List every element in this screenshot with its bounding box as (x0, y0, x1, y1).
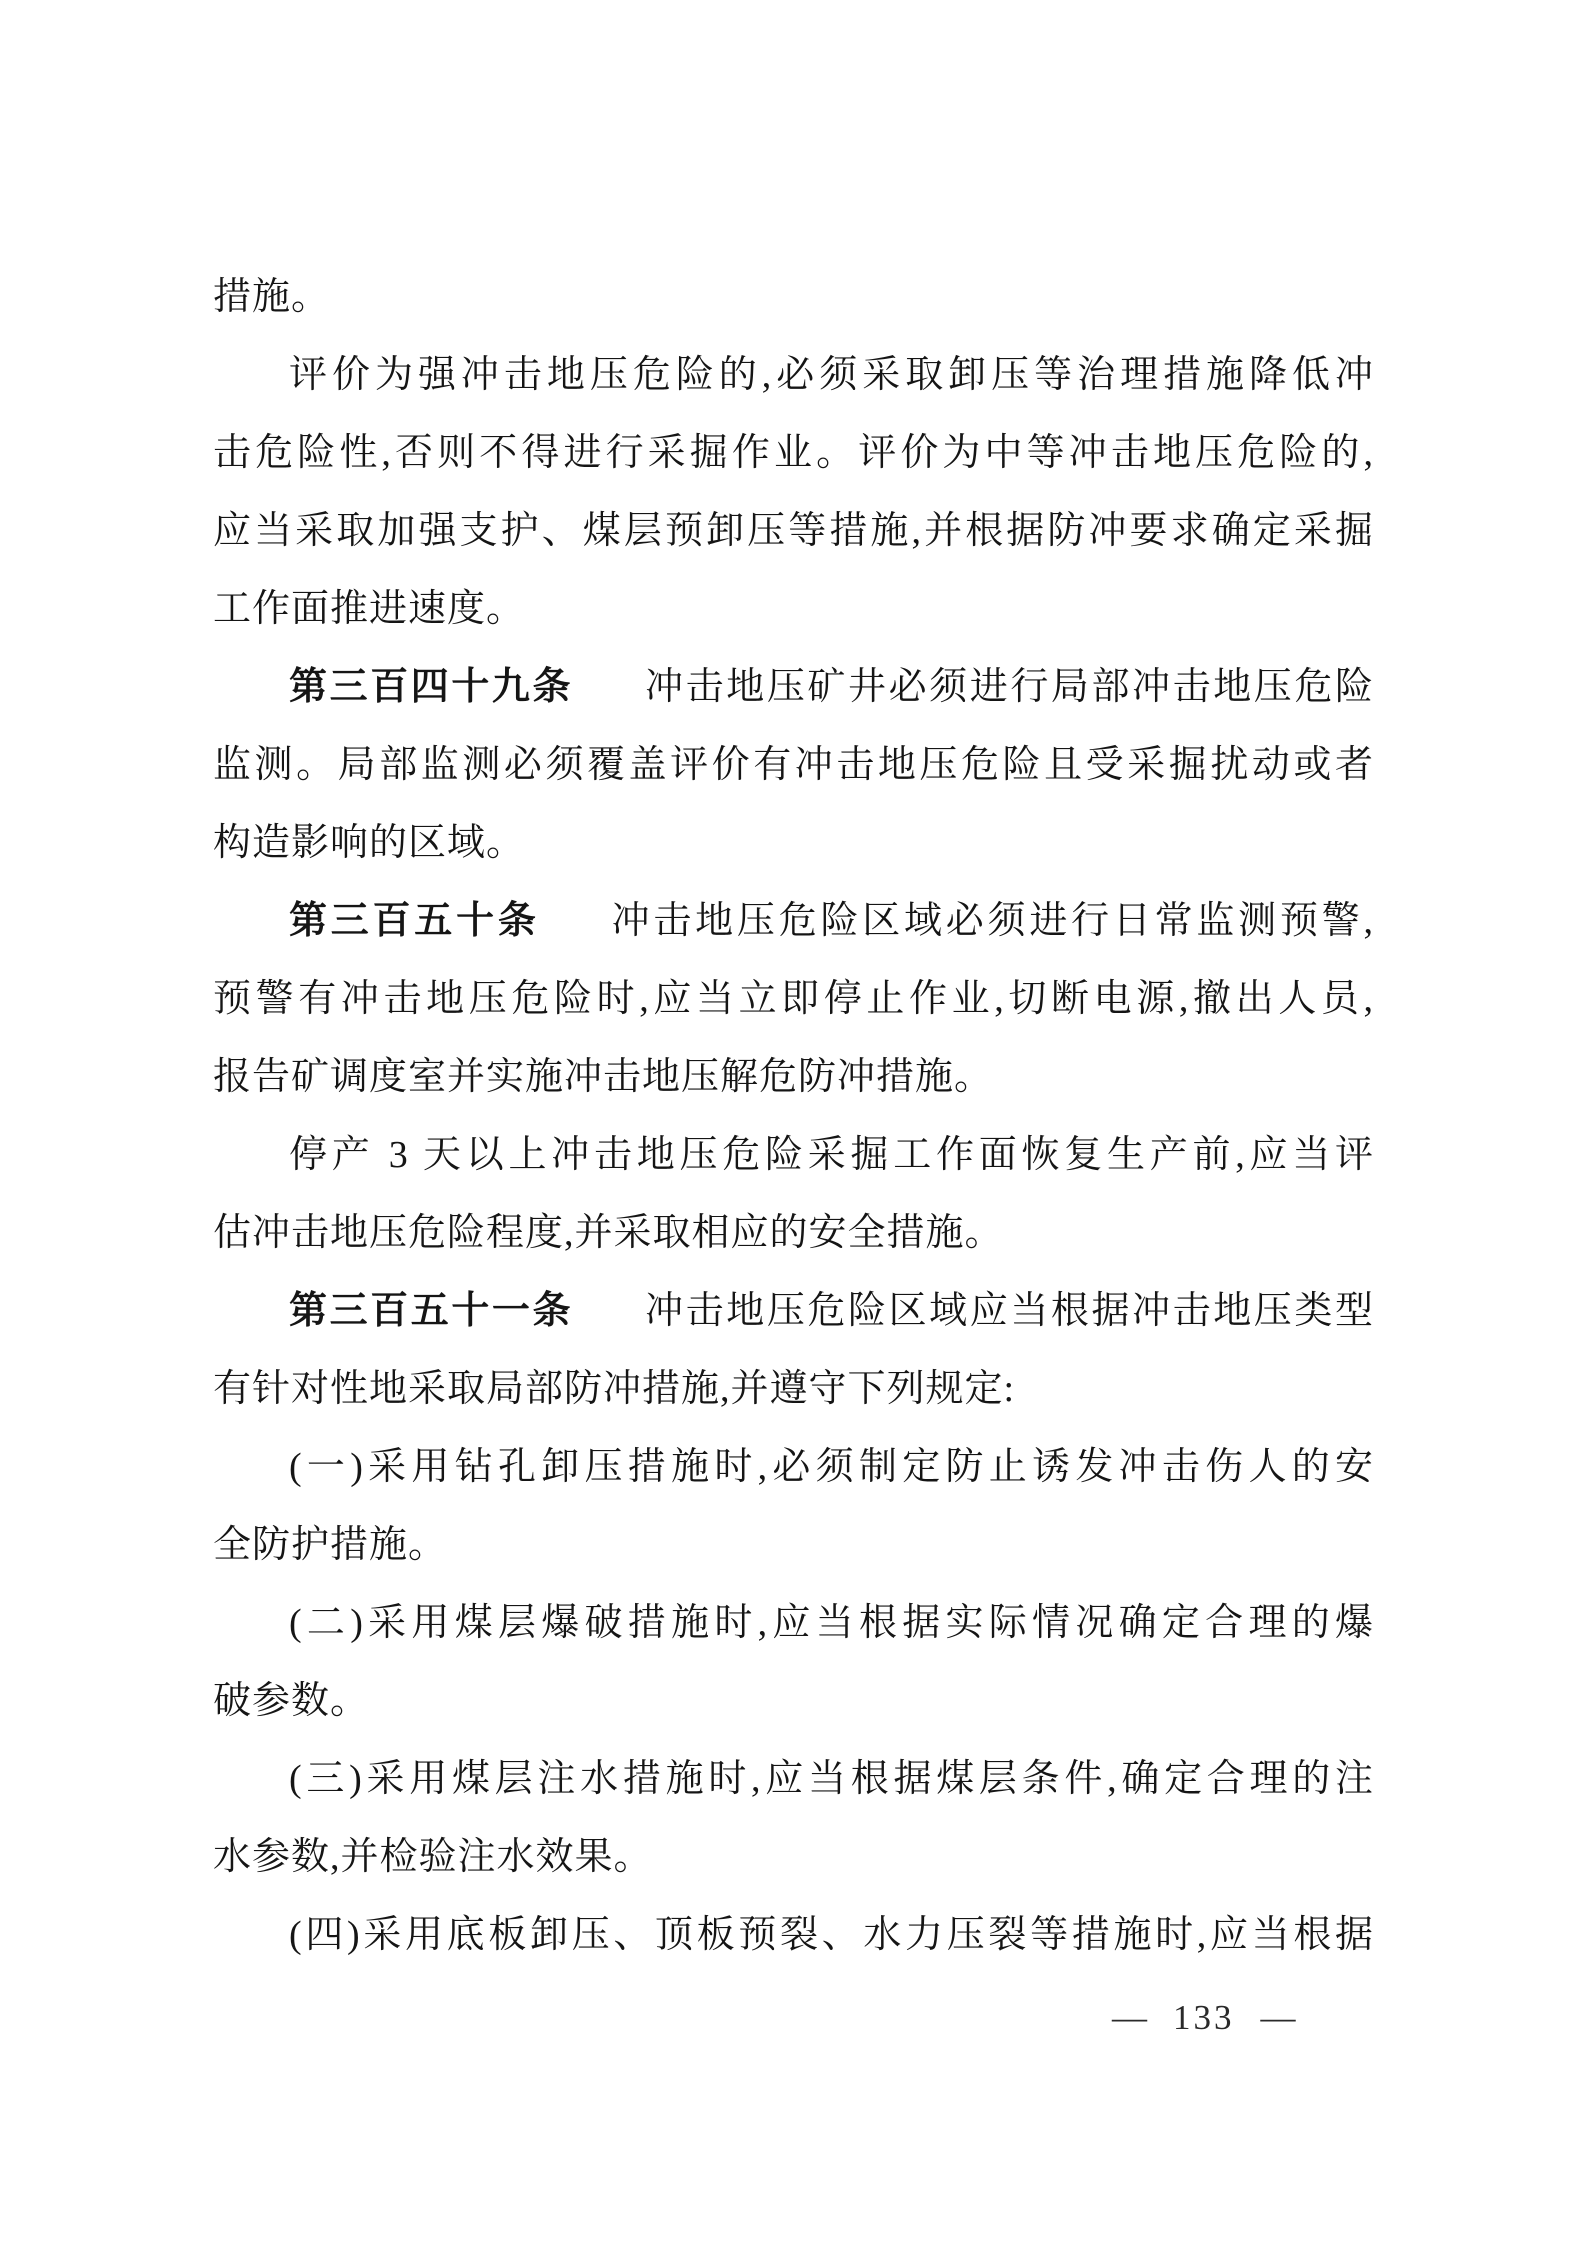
text-block (213, 258, 1374, 1974)
line-text: 预警有冲击地压危险时,应当立即停止作业,切断电源,撤出人员, (213, 978, 1374, 1020)
line-text: 工作面推进速度。 (213, 588, 526, 630)
page-number-value: 133 (1173, 1998, 1235, 2037)
line-text: (一)采用钻孔卸压措施时,必须制定防止诱发冲击伤人的安 (289, 1446, 1374, 1488)
article-number: 第三百五十条 (289, 900, 540, 942)
text-line (213, 1896, 1374, 1974)
line-text: 构造影响的区域。 (213, 822, 526, 864)
line-text: (三)采用煤层注水措施时,应当根据煤层条件,确定合理的注 (289, 1758, 1374, 1800)
line-text: 冲击地压危险区域应当根据冲击地压类型 (645, 1290, 1374, 1332)
article-number: 第三百四十九条 (289, 666, 574, 708)
text-line (213, 1272, 1374, 1350)
line-text: 评价为强冲击地压危险的,必须采取卸压等治理措施降低冲 (289, 354, 1374, 396)
text-line (213, 648, 1374, 726)
text-line (213, 1740, 1374, 1818)
text-line (213, 1428, 1374, 1506)
article-number: 第三百五十一条 (289, 1290, 574, 1332)
text-line (213, 258, 1374, 336)
page-number-dash-right: — (1260, 1998, 1296, 2037)
line-text: 措施。 (213, 276, 331, 318)
text-line (213, 1818, 1374, 1896)
text-line (213, 1350, 1374, 1428)
text-line (213, 960, 1374, 1038)
text-line (213, 804, 1374, 882)
line-text: 停产 3 天以上冲击地压危险采掘工作面恢复生产前,应当评 (289, 1134, 1374, 1176)
text-line (213, 726, 1374, 804)
text-line (213, 1038, 1374, 1116)
text-line (213, 570, 1374, 648)
text-line (213, 492, 1374, 570)
line-text: 击危险性,否则不得进行采掘作业。评价为中等冲击地压危险的, (213, 432, 1374, 474)
line-text: 估冲击地压危险程度,并采取相应的安全措施。 (213, 1212, 1004, 1254)
line-text: (四)采用底板卸压、顶板预裂、水力压裂等措施时,应当根据 (289, 1914, 1374, 1956)
text-line (213, 882, 1374, 960)
line-text: 应当采取加强支护、煤层预卸压等措施,并根据防冲要求确定采掘 (213, 510, 1374, 552)
line-text: 全防护措施。 (213, 1524, 448, 1566)
line-text: 监测。局部监测必须覆盖评价有冲击地压危险且受采掘扰动或者 (213, 744, 1374, 786)
line-text: 冲击地压矿井必须进行局部冲击地压危险 (645, 666, 1374, 708)
line-text: (二)采用煤层爆破措施时,应当根据实际情况确定合理的爆 (289, 1602, 1374, 1644)
text-line (213, 1116, 1374, 1194)
line-text: 冲击地压危险区域必须进行日常监测预警, (611, 900, 1374, 942)
text-line (213, 1506, 1374, 1584)
line-text: 有针对性地采取局部防冲措施,并遵守下列规定: (213, 1368, 1016, 1410)
text-line (213, 1662, 1374, 1740)
text-line (213, 414, 1374, 492)
line-text: 水参数,并检验注水效果。 (213, 1836, 653, 1878)
line-text: 破参数。 (213, 1680, 370, 1722)
text-line (213, 1584, 1374, 1662)
page-number (1112, 1990, 1296, 2046)
text-line (213, 336, 1374, 414)
page-number-dash-left: — (1112, 1998, 1147, 2037)
line-text: 报告矿调度室并实施冲击地压解危防冲措施。 (213, 1056, 994, 1098)
text-line (213, 1194, 1374, 1272)
